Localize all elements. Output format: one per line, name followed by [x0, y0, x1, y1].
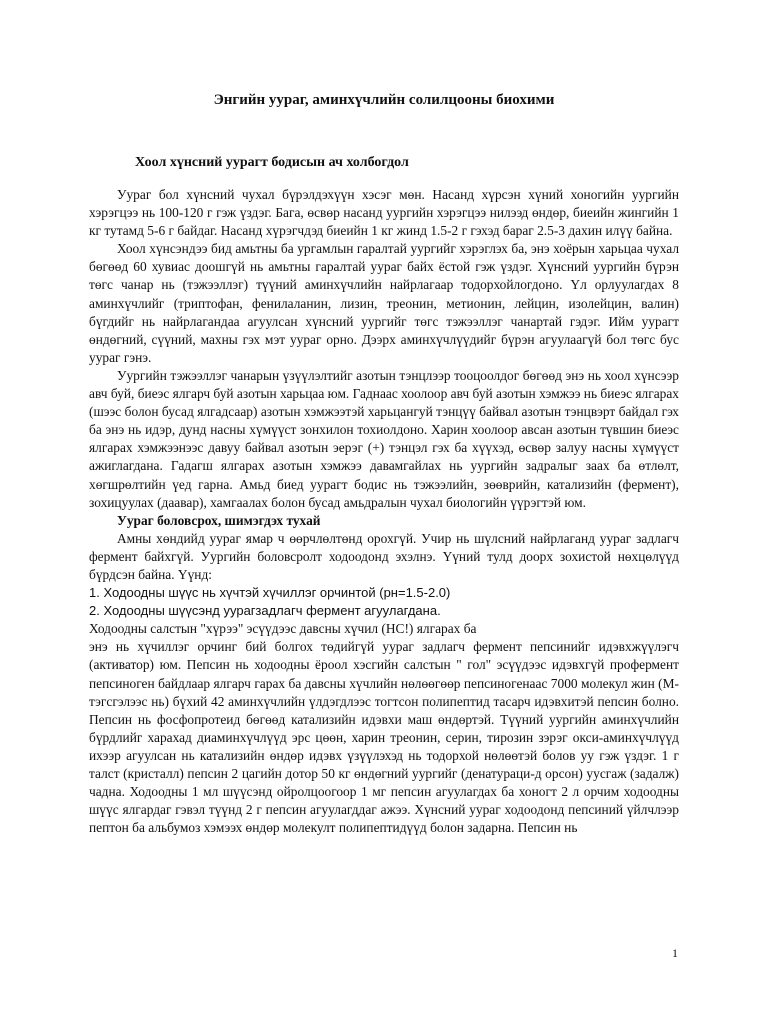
paragraph-4: Амны хөндийд уураг ямар ч өөрчлөлтөнд орохгүй. Учир нь шүлсний найрлаганд уураг задлагч фермент байхгүй. Уургийн боловсролт ходоодонд эхэлнэ. Үүний тулд доорх зохистой нөхцөлүүд бүрдсэн байна. Үүнд:	[89, 530, 679, 582]
list-item-1: 1. Ходоодны шүүс нь хүчтэй хүчиллэг орчинтой (рн=1.5-2.0)	[89, 585, 451, 601]
paragraph-2: Хоол хүнсэндээ бид амьтны ба ургамлын гаралтай уургийг хэрэглэх ба, энэ хоёрын харьцаа чухал бөгөөд 60 хувиас доошгүй нь амьтны гаралтай уураг байх ёстой гэж үздэг. Хүнсний уургийн бүрэн төгс чанар нь (тэжээллэг) түүний аминхүчлийн найрлагаар тодорхойлогдоно. Үл орлуулагдах 8 аминхүчлийг (триптофан, фенилаланин, лизин, треонин, метионин, лейцин, изолейцин, валин) бүгдийг нь найрлагандаа агуулсан хүнсний уургийг төгс тэжээллэг чанартай гэдэг. Ийм уурагт өндөгний, сүүний, махны гэх мэт уураг орно. Дээрх аминхүчлүүдийг бүрэн агуулаагүй бол төгс бус уураг гэнэ.	[89, 241, 679, 365]
section-heading: Хоол хүнсний уурагт бодисын ач холбогдол	[135, 155, 409, 170]
page-title: Энгийн уураг, аминхүчлийн солилцооны биохими	[213, 92, 555, 108]
paragraph-3: Уургийн тэжээллэг чанарын үзүүлэлтийг азотын тэнцлээр тооцоолдог бөгөөд энэ нь хоол хүнсээр авч буй, биеэс ялгарч буй азотын харьцаа юм. Гаднаас хоолоор авч буй азотын хэмжээ нь биеэс ялгарах (шээс болон бусад ялгадсаар) азотын хэмжээтэй харьцангуй тэнцүү байвал азотын тэнцвэрт байдал гэх ба энэ нь идэр, дунд насны хүмүүст зонхилон тохиолдоно. Харин хоолоор авсан азотын түвшин биеэс ялгарах хэмжээнээс давуу байвал азотын эерэг (+) тэнцэл гэх ба хүүхэд, өсвөр залуу насны хүмүүст ажиглагдана. Гадагш ялгарах азотын хэмжээ давамгайлах нь уургийн задралыг заах ба өтлөлт, хөгшрөлтийн үед гарна. Амьд биед уурагт бодис нь тэжээлийн, зөөврийн, катализийн (фермент), зохицуулах (даавар), хамгаалах болон бусад амьдралын чухал биологийн үүрэгтэй юм.	[89, 367, 679, 510]
paragraph-5: энэ нь хүчиллэг орчинг бий болгох төдийгүй уураг задлагч фермент пепсинийг идэвхжүүлэгч (активатор) юм. Пепсин нь ходоодны ёроол хэсгийн салстын " гол" эсүүдээс идэвхгүй профермент пепсиноген байдлаар ялгарч гарах ба давсны хүчлийн нөлөөгөөр пепсиногенаас 7000 молекул жин (М- тэгсгэлээс нь) бүхий 42 аминхүчлийн үлдэгдлээс тогтсон полипептид тасарч идэвхитэй пепсин болно. Пепсин нь фосфопротеид бөгөөд катализийн идэвхи маш өндөртэй. Түүний уургийн аминхүчлийн бүрдлийг харахад диаминхүчлүүд эрс цөөн, харин треонин, серин, тирозин зэрэг окси-аминхүчлүүд ихээр агуулсан нь катализийн өндөр идэвх үзүүлэхэд нь тодорхой нөлөөтэй болов уу гэж үздэг. 1 г талст (кристалл) пепсин 2 цагийн дотор 50 кг өндөгний уургийг (денатураци-д орсон) уусгаж (задалж) чадна. Ходоодны 1 мл шүүсэнд ойролцоогоор 1 мг пепсин агуулагдах ба хоногт 2 л орчим ходоодны шүүс ялгардаг гэвэл түүнд 2 г пепсин агуулагддаг ажээ. Хүнсний уураг ходоодонд пепсиний үйлчлээр пептон ба альбумоз хэмээх өндөр молекулт полипептидүүд болон задарна. Пепсин нь	[89, 639, 679, 836]
paragraph-1: Уураг бол хүнсний чухал бүрэлдэхүүн хэсэг мөн. Насанд хүрсэн хүний хоногийн уургийн хэрэгцээ нь 100-120 г гэж үздэг. Бага, өсвөр насанд уургийн хэрэгцээ нилээд өндөр, биеийн жингийн 1 кг тутамд 5-6 г байдаг. Насанд хүрэгчдэд биеийн 1 кг жинд 1.5-2 г гэхэд бараг 2.5-3 дахин илүү байна.	[89, 187, 679, 239]
subheading-digestion: Уураг боловсрох, шимэгдэх тухай	[117, 512, 321, 528]
paragraph-hcl-line: Ходоодны салстын "хүрээ" эсүүдээс давсны хүчил (HC!) ялгарах ба	[89, 621, 477, 637]
page-number: 1	[672, 946, 678, 960]
list-item-2: 2. Ходоодны шүүсэнд уурагзадлагч фермент агуулагдана.	[89, 603, 441, 619]
document-body	[89, 186, 679, 837]
